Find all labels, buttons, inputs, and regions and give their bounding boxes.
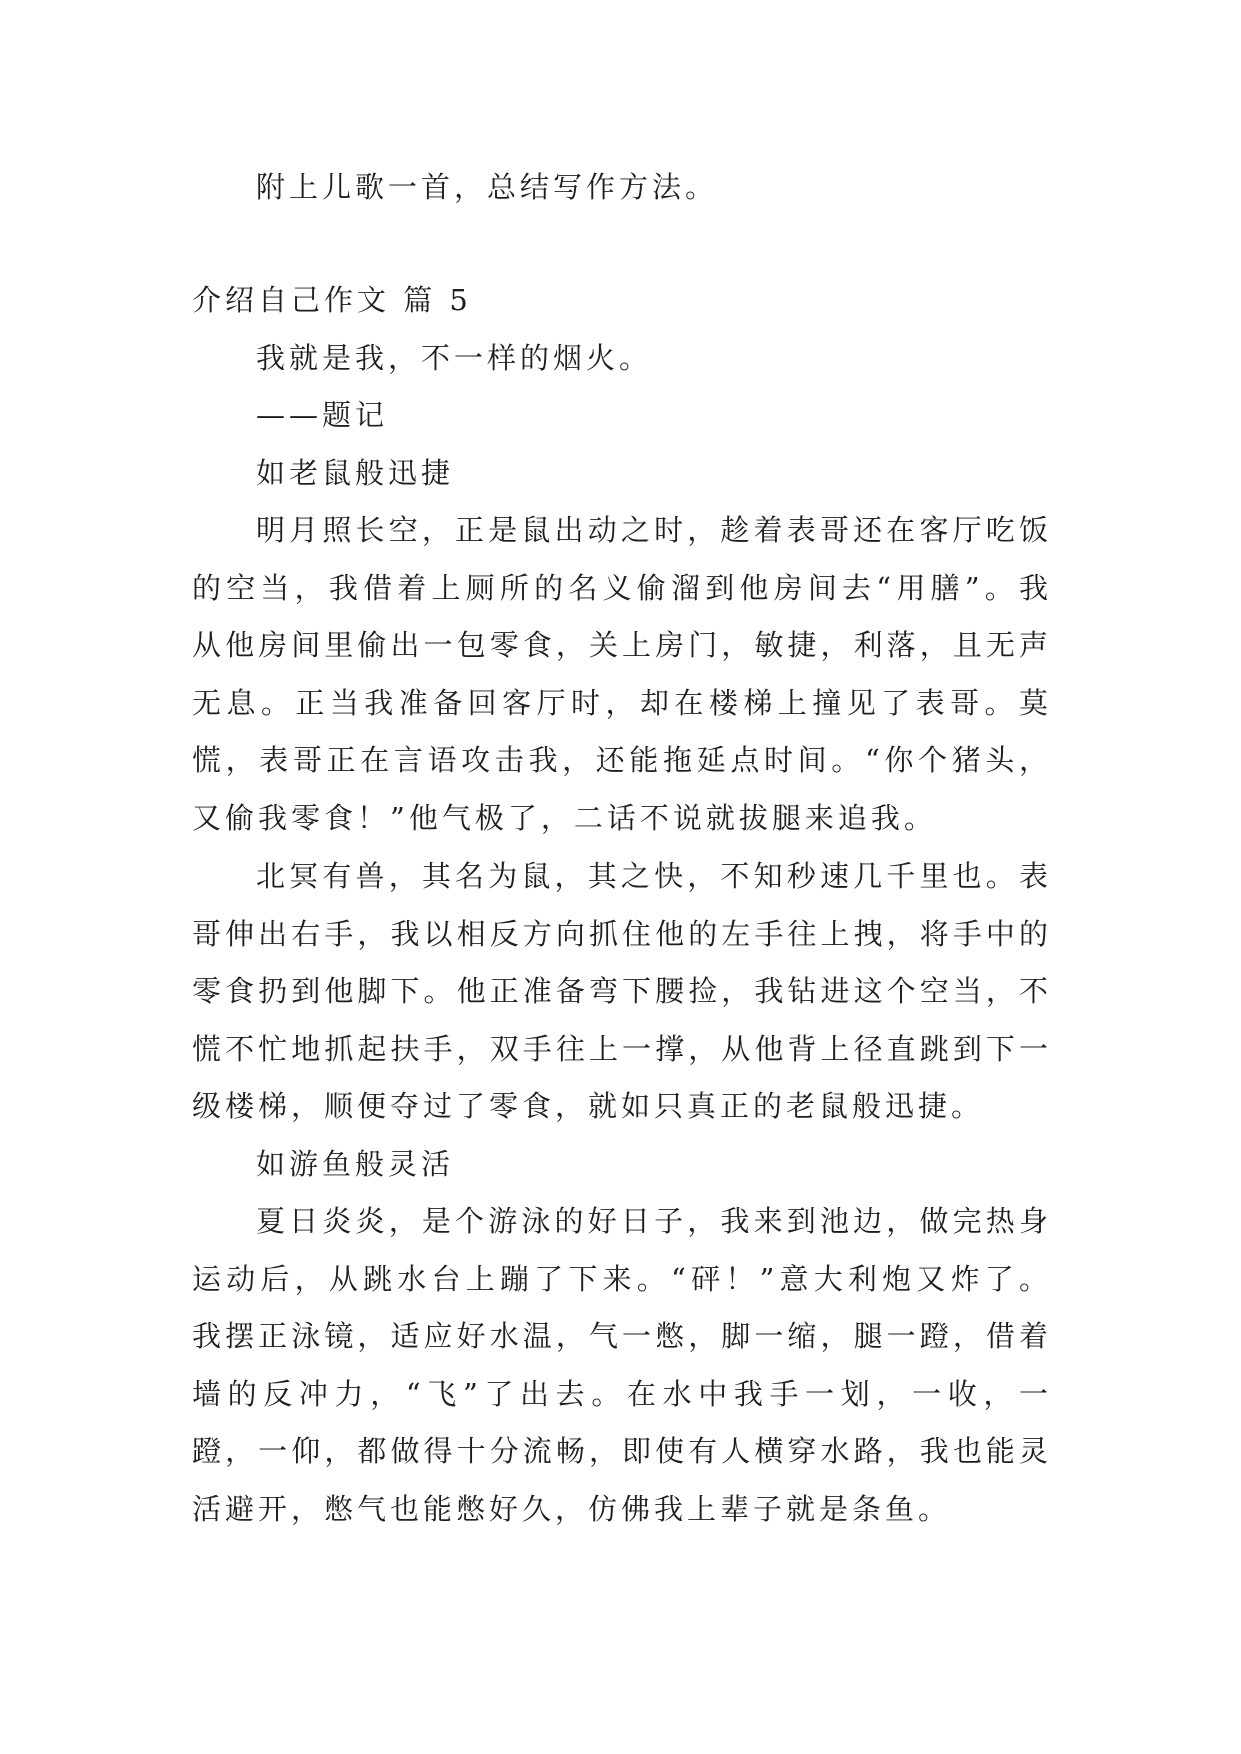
epigraph: 我就是我，不一样的烟火。	[256, 341, 653, 375]
epigraph-attribution: ——题记	[256, 398, 389, 432]
subheading-fish: 如游鱼般灵活	[256, 1147, 455, 1181]
paragraph-fish: 夏日炎炎，是个游泳的好日子，我来到池边，做完热身运动后，从跳水台上蹦了下来。“砰！”意大利炮又炸了。我摆正泳镜，适应好水温，气一憋，脚一缩，腿一蹬，借着墙的反冲力，“飞”了出去。在水中我手一划，一收，一蹬，一仰，都做得十分流畅，即使有人横穿水路，我也能灵活避开，憋气也能憋好久，仿佛我上辈子就是条鱼。	[192, 1204, 1052, 1526]
section-title: 介绍自己作文 篇 5	[192, 283, 472, 317]
closing-line: 附上儿歌一首，总结写作方法。	[256, 170, 719, 204]
paragraph-mouse: 明月照长空，正是鼠出动之时，趁着表哥还在客厅吃饭的空当，我借着上厕所的名义偷溜到他房间去“用膳”。我从他房间里偷出一包零食，关上房门，敏捷，利落，且无声无息。正当我准备回客厅时，却在楼梯上撞见了表哥。莫慌，表哥正在言语攻击我，还能拖延点时间。“你个猪头，又偷我零食！”他气极了，二话不说就拔腿来追我。	[192, 513, 1052, 835]
paragraph-chase: 北冥有兽，其名为鼠，其之快，不知秒速几千里也。表哥伸出右手，我以相反方向抓住他的左手往上拽，将手中的零食扔到他脚下。他正准备弯下腰捡，我钻进这个空当，不慌不忙地抓起扶手，双手往上一撑，从他背上径直跳到下一级楼梯，顺便夺过了零食，就如只真正的老鼠般迅捷。	[192, 859, 1052, 1124]
subheading-mouse: 如老鼠般迅捷	[256, 456, 455, 490]
